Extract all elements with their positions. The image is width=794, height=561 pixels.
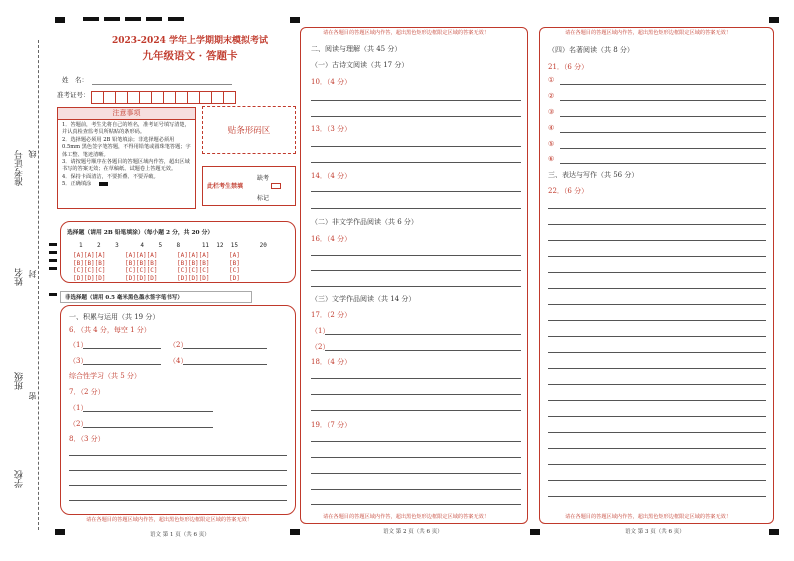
warning-text: 请在各题目的答题区域内作答，超出黑色矩形边框限定区域的答案无效！ [565,514,732,520]
position-mark [125,17,141,21]
subsection-title: （二）非文学作品阅读（共 6 分） [311,218,418,226]
absent-note: 此栏考生禁填 [207,183,244,190]
choice-group-1[interactable]: [A][A][A] [B][B][B] [C][C][C] [D][D][D] [73,252,106,282]
question-7: 7．（2 分） [69,388,105,396]
page-title: 2023-2024 学年上学期期末模拟考试 [112,36,268,46]
name-label: 姓 名： [62,76,88,84]
notice-example: 5．正确填涂 [62,181,92,188]
position-mark [49,267,57,270]
answer-panel-1 [60,305,296,515]
position-mark [290,529,300,535]
blank-label: ⑥ [548,155,555,163]
absent-mark-box[interactable] [271,183,281,189]
position-mark [104,17,120,21]
side-label-id: 准考证号 [15,150,25,186]
position-mark [55,529,65,535]
warning-text: 请在各题目的答题区域内作答，超出黑色矩形边框限定区域的答案无效！ [565,30,732,36]
position-mark [290,17,300,23]
side-label-feng: 封 [28,270,37,278]
choice-title: 选择题（请用 2B 铅笔填涂）（每小题 2 分，共 20 分） [67,230,214,236]
warning-text: 请在各题目的答题区域内作答，超出黑色矩形边框限定区域的答案无效！ [86,517,253,523]
blank-label: ③ [548,108,555,116]
blank-label: （2） [69,420,88,428]
blank-label: （3） [69,357,88,365]
side-label-mi: 密 [28,392,37,400]
warning-text: 请在各题目的答题区域内作答，超出黑色矩形边框限定区域的答案无效！ [323,30,490,36]
side-label-xian: 线 [28,150,37,158]
question-22: 22．（6 分） [548,187,589,195]
barcode-area [202,106,296,154]
choice-numbers: 1 2 3 4 5 8 11 12 15 20 [79,242,267,249]
page-footer: 语文 第 1 页（共 6 页） [150,532,210,538]
id-label: 准考证号： [57,91,90,99]
question-6: 6．（共 4 分，每空 1 分） [69,326,151,334]
position-mark [83,17,99,21]
blank-label: （1） [311,327,330,335]
name-line [92,84,232,85]
barcode-label: 贴条形码区 [227,126,271,136]
nonchoice-header [60,291,252,303]
binding-line [38,40,39,530]
blank-label: （4） [169,357,188,365]
absent-label: 缺考 [257,175,270,182]
answer-panel-2 [300,27,528,524]
question-10: 10．（4 分） [311,78,352,86]
section-title: 二、阅读与理解（共 45 分） [311,45,402,53]
question-13: 13．（3 分） [311,125,352,133]
notice-item: 2．选择题必须用 2B 铅笔填涂；非选择题必须用 0.5mm 黑色签字笔答题，不得用铅笔或圆珠笔答题；字体工整、笔迹清晰。 [62,136,191,158]
blank-label: ② [548,92,555,100]
side-label-school: 学校 [15,470,25,488]
position-mark [769,529,779,535]
question-17: 17．（2 分） [311,311,352,319]
section-title: （四）名著阅读（共 8 分） [548,46,634,54]
subsection-title: 综合性学习（共 5 分） [69,372,141,380]
page-footer: 语文 第 2 页（共 6 页） [383,529,443,535]
position-mark [146,17,162,21]
side-label-name: 姓名 [15,268,25,286]
side-label-class: 班级 [15,372,25,390]
notice-title: 注意事项 [58,108,195,120]
blank-label: （2） [169,341,188,349]
answer-panel-3 [539,27,774,524]
section-title: 一、积累与运用（共 19 分） [69,313,160,321]
mark-label: 标记 [257,195,270,202]
blank-label: （2） [311,343,330,351]
question-18: 18．（4 分） [311,358,352,366]
question-16: 16．（4 分） [311,235,352,243]
question-21: 21．（6 分） [548,63,589,71]
blank-label: （1） [69,341,88,349]
subsection-title: （三）文学作品阅读（共 14 分） [311,295,416,303]
choice-section [60,221,296,283]
position-mark [49,259,57,262]
position-mark [49,243,57,246]
notice-item: 4．保持卡面清洁，不要折叠、不要弄破。 [62,173,159,180]
position-mark [769,17,779,23]
blank-label: （1） [69,404,88,412]
section-title: 三、表达与写作（共 56 分） [548,171,639,179]
position-mark [55,17,65,23]
question-14: 14．（4 分） [311,172,352,180]
subsection-title: （一）古诗文阅读（共 17 分） [311,61,409,69]
page-subtitle: 九年级语文 · 答题卡 [142,50,238,62]
notice-box [57,107,196,209]
page-footer: 语文 第 3 页（共 6 页） [625,529,685,535]
position-mark [49,251,57,254]
choice-group-2[interactable]: [A][A][A] [B][B][B] [C][C][C] [D][D][D] [125,252,158,282]
nonchoice-title: 非选择题（请用 0.5 毫米黑色墨水签字笔书写） [65,295,183,301]
question-8: 8．（3 分） [69,435,105,443]
blank-label: ① [548,76,555,84]
position-mark [49,293,57,296]
position-mark [530,529,540,535]
question-19: 19．（7 分） [311,421,352,429]
choice-group-4[interactable]: [A] [B] [C] [D] [229,252,240,282]
notice-item: 3．请按题号顺序在各题目的答题区域内作答，超出区域书写的答案无效；在草稿纸、试题卷上答题无效。 [62,159,190,173]
choice-group-3[interactable]: [A][A][A] [B][B][B] [C][C][C] [D][D][D] [177,252,210,282]
notice-item: 1．答题前，考生先将自己的姓名，准考证号填写清楚，并认真检查监考员所粘贴的条形码。 [62,122,190,136]
absent-box [202,166,296,206]
id-boxes[interactable] [91,87,235,106]
blank-label: ⑤ [548,140,555,148]
position-mark [168,17,184,21]
warning-text: 请在各题目的答题区域内作答，超出黑色矩形边框限定区域的答案无效！ [323,514,490,520]
blank-label: ④ [548,124,555,132]
filled-example [99,182,108,186]
